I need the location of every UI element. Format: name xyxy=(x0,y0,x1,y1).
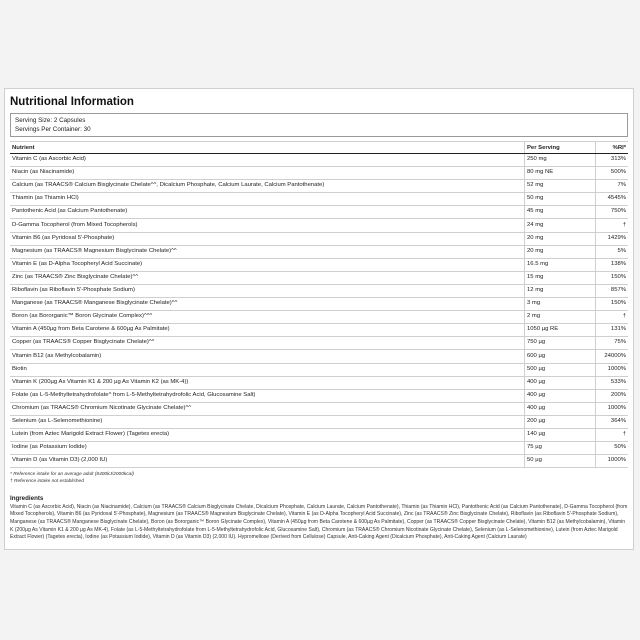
servings-per-container: Servings Per Container: 30 xyxy=(15,126,91,133)
per-serving-cell: 400 µg xyxy=(525,376,596,389)
ri-cell: 857% xyxy=(596,284,629,297)
nutrient-name-cell: Vitamin D (as Vitamin D3) (2,000 IU) xyxy=(10,455,525,468)
nutrient-name-cell: Copper (as TRAACS® Copper Bisglycinate Chelate)^^ xyxy=(10,337,525,350)
nutrient-name-cell: Chromium (as TRAACS® Chromium Nicotinate Glycinate Chelate)^^ xyxy=(10,402,525,415)
per-serving-cell: 75 µg xyxy=(525,442,596,455)
table-row xyxy=(10,415,628,428)
per-serving-cell: 140 µg xyxy=(525,428,596,441)
nutrition-panel xyxy=(4,88,634,550)
nutrient-table-body xyxy=(10,154,628,468)
serving-info-box xyxy=(10,113,628,137)
page-title: Nutritional Information xyxy=(10,96,134,108)
nutrient-name-cell: Calcium (as TRAACS® Calcium Bisglycinate Chelate^^, Dicalcium Phosphate, Calcium Laurate, Calcium Pantothenate) xyxy=(10,180,525,193)
ri-cell: † xyxy=(596,428,629,441)
nutrient-name-cell: Vitamin K (200µg As Vitamin K1 & 200 µg As Vitamin K2 (as MK-4)) xyxy=(10,376,525,389)
table-row xyxy=(10,324,628,337)
ri-cell: 7% xyxy=(596,180,629,193)
nutrient-name-cell: Manganese (as TRAACS® Manganese Bisglycinate Chelate)^^ xyxy=(10,298,525,311)
table-row xyxy=(10,258,628,271)
header-ri: %RI* xyxy=(596,142,629,154)
nutrient-name-cell: Vitamin B12 (as Methylcobalamin) xyxy=(10,350,525,363)
nutrient-name-cell: Selenium (as L-Selenomethionine) xyxy=(10,415,525,428)
per-serving-cell: 400 µg xyxy=(525,402,596,415)
table-row xyxy=(10,298,628,311)
ri-cell: 150% xyxy=(596,271,629,284)
nutrient-name-cell: Magnesium (as TRAACS® Magnesium Bisglycinate Chelate)^^ xyxy=(10,245,525,258)
footnote-not-established: † Reference intake not established xyxy=(10,479,84,485)
table-row xyxy=(10,284,628,297)
ri-cell: 750% xyxy=(596,206,629,219)
per-serving-cell: 250 mg xyxy=(525,154,596,167)
per-serving-cell: 52 mg xyxy=(525,180,596,193)
table-row xyxy=(10,350,628,363)
table-row xyxy=(10,389,628,402)
ri-cell: 24000% xyxy=(596,350,629,363)
nutrient-name-cell: Vitamin B6 (as Pyridoxal 5'-Phosphate) xyxy=(10,232,525,245)
footnote-ri: * Reference intake for an average adult (8400kJ/2000kcal) xyxy=(10,472,134,478)
per-serving-cell: 80 mg NE xyxy=(525,167,596,180)
per-serving-cell: 2 mg xyxy=(525,311,596,324)
table-row xyxy=(10,402,628,415)
table-row xyxy=(10,363,628,376)
ri-cell: 364% xyxy=(596,415,629,428)
per-serving-cell: 45 mg xyxy=(525,206,596,219)
nutrient-name-cell: Lutein (from Aztec Marigold Extract Flower) (Tagetes erecta) xyxy=(10,428,525,441)
table-row xyxy=(10,232,628,245)
table-row xyxy=(10,271,628,284)
per-serving-cell: 15 mg xyxy=(525,271,596,284)
nutrient-table xyxy=(10,141,628,468)
per-serving-cell: 750 µg xyxy=(525,337,596,350)
per-serving-cell: 12 mg xyxy=(525,284,596,297)
ri-cell: 5% xyxy=(596,245,629,258)
nutrient-name-cell: D-Gamma Tocopherol (from Mixed Tocopherols) xyxy=(10,219,525,232)
ri-cell: 75% xyxy=(596,337,629,350)
ri-cell: 1429% xyxy=(596,232,629,245)
per-serving-cell: 20 mg xyxy=(525,232,596,245)
per-serving-cell: 3 mg xyxy=(525,298,596,311)
table-row xyxy=(10,180,628,193)
ri-cell: 500% xyxy=(596,167,629,180)
table-row xyxy=(10,442,628,455)
ri-cell: † xyxy=(596,311,629,324)
per-serving-cell: 20 mg xyxy=(525,245,596,258)
nutrient-name-cell: Boron (as Bororganic™ Boron Glycinate Complex)^^^ xyxy=(10,311,525,324)
nutrient-name-cell: Pantothenic Acid (as Calcium Pantothenate) xyxy=(10,206,525,219)
table-row xyxy=(10,311,628,324)
table-row xyxy=(10,219,628,232)
footnotes xyxy=(10,472,628,486)
serving-size: Serving Size: 2 Capsules xyxy=(15,117,86,124)
ingredients-heading: Ingredients xyxy=(10,494,44,502)
ri-cell: † xyxy=(596,219,629,232)
table-row xyxy=(10,193,628,206)
ri-cell: 131% xyxy=(596,324,629,337)
ri-cell: 4545% xyxy=(596,193,629,206)
ri-cell: 313% xyxy=(596,154,629,167)
per-serving-cell: 200 µg xyxy=(525,415,596,428)
per-serving-cell: 50 mg xyxy=(525,193,596,206)
ri-cell: 533% xyxy=(596,376,629,389)
per-serving-cell: 16.5 mg xyxy=(525,258,596,271)
header-nutrient: Nutrient xyxy=(10,142,525,154)
ri-cell: 1000% xyxy=(596,455,629,468)
table-header-row xyxy=(10,142,628,154)
nutrient-name-cell: Vitamin A (450µg from Beta Carotene & 600µg As Palmitate) xyxy=(10,324,525,337)
table-row xyxy=(10,154,628,167)
per-serving-cell: 50 µg xyxy=(525,455,596,468)
per-serving-cell: 600 µg xyxy=(525,350,596,363)
per-serving-cell: 500 µg xyxy=(525,363,596,376)
table-row xyxy=(10,428,628,441)
nutrient-name-cell: Thiamin (as Thiamin HCl) xyxy=(10,193,525,206)
table-row xyxy=(10,376,628,389)
nutrient-name-cell: Zinc (as TRAACS® Zinc Bisglycinate Chelate)^^ xyxy=(10,271,525,284)
ingredients-text: Vitamin C (as Ascorbic Acid), Niacin (as Niacinamide), Calcium (as TRAACS® Calcium Bisglycinate Chelate, Dicalcium Phosphate, Calcium Laurate, Calcium Pantothenate), Thiamin (as Thiamin HCl), Pantothenic Acid (as Calcium Pantothenate), D-Gamma Tocopherol (from Mixed Tocopherols), Vitamin B6 (as Pyridoxal 5'-Phosphate), Magnesium (as TRAACS® Magnesium Bisglycinate Chelate), Vitamin E (as D-Alpha Tocopheryl Acid Succinate), Zinc (as TRAACS® Zinc Bisglycinate Chelate), Riboflavin (as Riboflavin 5'-Phosphate Sodium), Manganese (as TRAACS® Manganese Bisglycinate Chelate), Boron (as Bororganic™ Boron Glycinate Complex), Vitamin A (450µg from Beta Carotene & 600µg As Palmitate), Copper (as TRAACS® Copper Bisglycinate Chelate), Vitamin B12 (as Methylcobalamin), Vitamin K (200µg As Vitamin K1 & 200 µg As MK-4), Folate (as L-5-Methyltetrahydrofolate from L-5-Methyltetrahydrofolic Acid, Glucosamine Salt), Chromium (as TRAACS® Chromium Nicotinate Glycinate Chelate), Selenium (as L-Selenomethionine), Lutein (from Aztec Marigold Extract Flower) (Tagetes erecta), Iodine (as Potassium Iodide), Vitamin D (as Vitamin D3) (2,000 IU). Hypromellose (Derived from Cellulose) Capsule, Anti-Caking Agent (Dicalcium Phosphate), Anti-Caking Agent (Calcium Laurate) xyxy=(10,503,628,541)
nutrient-name-cell: Folate (as L-5-Methyltetrahydrofolate^ from L-5-Methyltetrahydrofolic Acid, Glucosamine Salt) xyxy=(10,389,525,402)
table-row xyxy=(10,337,628,350)
ri-cell: 138% xyxy=(596,258,629,271)
nutrient-name-cell: Biotin xyxy=(10,363,525,376)
ri-cell: 1000% xyxy=(596,402,629,415)
nutrient-name-cell: Vitamin C (as Ascorbic Acid) xyxy=(10,154,525,167)
table-row xyxy=(10,206,628,219)
per-serving-cell: 400 µg xyxy=(525,389,596,402)
nutrient-name-cell: Riboflavin (as Riboflavin 5'-Phosphate Sodium) xyxy=(10,284,525,297)
nutrient-name-cell: Iodine (as Potassium Iodide) xyxy=(10,442,525,455)
nutrient-name-cell: Niacin (as Niacinamide) xyxy=(10,167,525,180)
ri-cell: 200% xyxy=(596,389,629,402)
ri-cell: 1000% xyxy=(596,363,629,376)
ri-cell: 50% xyxy=(596,442,629,455)
table-row xyxy=(10,245,628,258)
per-serving-cell: 24 mg xyxy=(525,219,596,232)
table-row xyxy=(10,455,628,468)
ri-cell: 150% xyxy=(596,298,629,311)
table-row xyxy=(10,167,628,180)
per-serving-cell: 1050 µg RE xyxy=(525,324,596,337)
header-per-serving: Per Serving xyxy=(525,142,596,154)
nutrient-name-cell: Vitamin E (as D-Alpha Tocopheryl Acid Succinate) xyxy=(10,258,525,271)
